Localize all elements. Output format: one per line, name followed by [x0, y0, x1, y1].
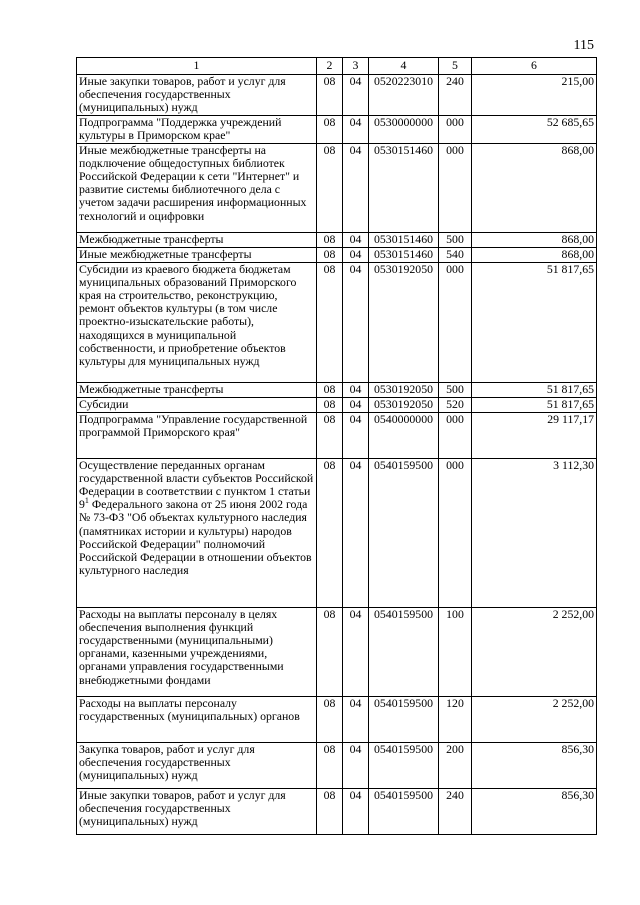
row-expense-type: 200 — [439, 742, 472, 788]
row-section: 08 — [317, 397, 343, 412]
row-target-article: 0540000000 — [369, 412, 439, 458]
table-row — [77, 75, 597, 116]
row-section: 08 — [317, 382, 343, 397]
row-target-article: 0530151460 — [369, 143, 439, 232]
table-row — [77, 247, 597, 262]
row-subsection: 04 — [343, 75, 369, 116]
row-expense-type: 540 — [439, 247, 472, 262]
row-amount: 2 252,00 — [472, 696, 597, 742]
table-row — [77, 696, 597, 742]
budget-table — [76, 57, 597, 835]
row-subsection: 04 — [343, 232, 369, 247]
row-subsection: 04 — [343, 397, 369, 412]
row-name: Межбюджетные трансферты — [77, 232, 317, 247]
row-amount: 51 817,65 — [472, 397, 597, 412]
row-target-article: 0540159500 — [369, 607, 439, 696]
header-col-1: 1 — [77, 58, 317, 75]
row-target-article: 0530192050 — [369, 397, 439, 412]
row-section: 08 — [317, 742, 343, 788]
table-row — [77, 143, 597, 232]
row-amount: 51 817,65 — [472, 382, 597, 397]
row-subsection: 04 — [343, 458, 369, 607]
row-section: 08 — [317, 412, 343, 458]
row-amount: 868,00 — [472, 247, 597, 262]
row-amount: 868,00 — [472, 232, 597, 247]
row-amount: 868,00 — [472, 143, 597, 232]
table-row — [77, 458, 597, 607]
table-header-row — [77, 58, 597, 75]
row-expense-type: 000 — [439, 458, 472, 607]
row-section: 08 — [317, 458, 343, 607]
row-name: Расходы на выплаты персоналу государственных (муниципальных) органов — [77, 696, 317, 742]
row-expense-type: 000 — [439, 262, 472, 382]
row-amount: 215,00 — [472, 75, 597, 116]
table-row — [77, 397, 597, 412]
row-subsection: 04 — [343, 143, 369, 232]
row-amount: 3 112,30 — [472, 458, 597, 607]
table-row — [77, 115, 597, 143]
row-name — [77, 458, 317, 607]
row-name: Закупка товаров, работ и услуг для обеспечения государственных (муниципальных) нужд — [77, 742, 317, 788]
row-amount: 856,30 — [472, 788, 597, 834]
header-col-3: 3 — [343, 58, 369, 75]
row-name: Иные межбюджетные трансферты — [77, 247, 317, 262]
row-section: 08 — [317, 247, 343, 262]
row-section: 08 — [317, 696, 343, 742]
row-expense-type: 240 — [439, 788, 472, 834]
page-number: 115 — [573, 38, 594, 53]
row-name: Субсидии из краевого бюджета бюджетам муниципальных образований Приморского края на строительство, реконструкцию, ремонт объектов культуры (в том числе проектно-изыскательские работы), находящихся в муниципальной собственности, и приобретение объектов культуры для муниципальных нужд — [77, 262, 317, 382]
table-row — [77, 742, 597, 788]
row-section: 08 — [317, 262, 343, 382]
row-subsection: 04 — [343, 412, 369, 458]
row-target-article: 0530192050 — [369, 262, 439, 382]
row-amount: 52 685,65 — [472, 115, 597, 143]
row-expense-type: 240 — [439, 75, 472, 116]
table-row — [77, 262, 597, 382]
row-target-article: 0540159500 — [369, 458, 439, 607]
row-target-article: 0530000000 — [369, 115, 439, 143]
row-subsection: 04 — [343, 607, 369, 696]
row-expense-type: 500 — [439, 232, 472, 247]
header-col-6: 6 — [472, 58, 597, 75]
table-row — [77, 788, 597, 834]
row-target-article: 0540159500 — [369, 788, 439, 834]
row-name: Иные межбюджетные трансферты на подключение общедоступных библиотек Российской Федерации к сети "Интернет" и развитие системы библиотечного дела с учетом задачи расширения информационных технологий и оцифровки — [77, 143, 317, 232]
row-section: 08 — [317, 115, 343, 143]
row-name: Подпрограмма "Управление государственной программой Приморского края" — [77, 412, 317, 458]
row-expense-type: 120 — [439, 696, 472, 742]
row-target-article: 0540159500 — [369, 696, 439, 742]
row-target-article: 0540159500 — [369, 742, 439, 788]
row-amount: 2 252,00 — [472, 607, 597, 696]
row-amount: 51 817,65 — [472, 262, 597, 382]
row-subsection: 04 — [343, 696, 369, 742]
row-name-part: Федерального закона от 25 июня 2002 года № 73-ФЗ "Об объектах культурного наследия (памятниках истории и культуры) народов Российской Федерации" полномочий Российской Федерации в отношении объектов культурного наследия — [79, 497, 312, 578]
row-expense-type: 500 — [439, 382, 472, 397]
table-row — [77, 382, 597, 397]
row-name-part: Осуществление переданных органам государственной власти субъектов Российской Федерации в соответствии с пунктом 1 статьи 9 — [79, 458, 314, 512]
row-name: Подпрограмма "Поддержка учреждений культуры в Приморском крае" — [77, 115, 317, 143]
superscript: 1 — [84, 496, 89, 506]
row-name: Субсидии — [77, 397, 317, 412]
row-section: 08 — [317, 75, 343, 116]
row-name: Расходы на выплаты персоналу в целях обеспечения выполнения функций государственными (муниципальными) органами, казенными учреждениями, органами управления государственными внебюджетными фондами — [77, 607, 317, 696]
row-expense-type: 000 — [439, 143, 472, 232]
row-expense-type: 000 — [439, 115, 472, 143]
row-target-article: 0530192050 — [369, 382, 439, 397]
table-row — [77, 232, 597, 247]
row-amount: 29 117,17 — [472, 412, 597, 458]
header-col-2: 2 — [317, 58, 343, 75]
table-row — [77, 607, 597, 696]
row-target-article: 0520223010 — [369, 75, 439, 116]
row-expense-type: 520 — [439, 397, 472, 412]
row-subsection: 04 — [343, 382, 369, 397]
row-subsection: 04 — [343, 247, 369, 262]
table-row — [77, 412, 597, 458]
row-amount: 856,30 — [472, 742, 597, 788]
row-target-article: 0530151460 — [369, 232, 439, 247]
row-section: 08 — [317, 607, 343, 696]
row-section: 08 — [317, 232, 343, 247]
header-col-5: 5 — [439, 58, 472, 75]
row-section: 08 — [317, 143, 343, 232]
row-target-article: 0530151460 — [369, 247, 439, 262]
row-subsection: 04 — [343, 788, 369, 834]
row-expense-type: 100 — [439, 607, 472, 696]
header-col-4: 4 — [369, 58, 439, 75]
row-subsection: 04 — [343, 262, 369, 382]
row-subsection: 04 — [343, 115, 369, 143]
row-section: 08 — [317, 788, 343, 834]
row-expense-type: 000 — [439, 412, 472, 458]
row-subsection: 04 — [343, 742, 369, 788]
row-name: Иные закупки товаров, работ и услуг для обеспечения государственных (муниципальных) нужд — [77, 75, 317, 116]
row-name: Иные закупки товаров, работ и услуг для обеспечения государственных (муниципальных) нужд — [77, 788, 317, 834]
row-name: Межбюджетные трансферты — [77, 382, 317, 397]
